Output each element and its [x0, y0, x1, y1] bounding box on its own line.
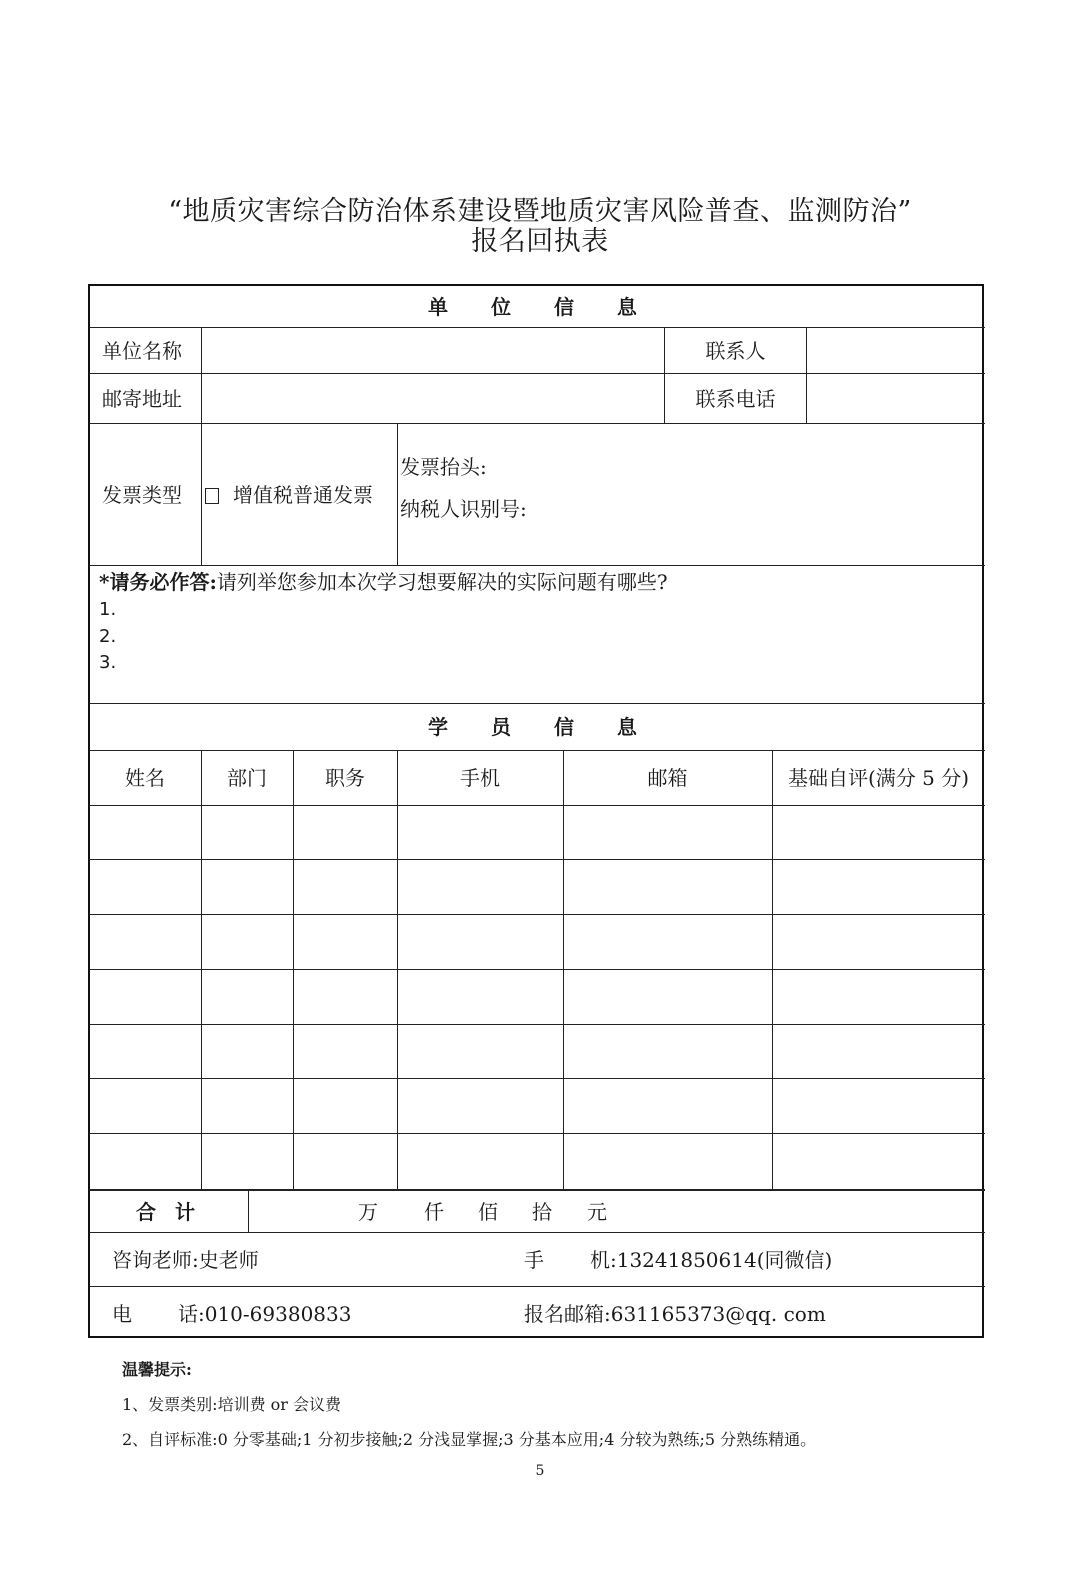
column-header-email: 邮箱	[647, 766, 688, 790]
answer-item-2[interactable]: 2.	[99, 626, 117, 647]
taxpayer-id-label: 纳税人识别号:	[400, 497, 527, 521]
notes-line-2: 2、自评标准:0 分零基础;1 分初步接触;2 分浅显掌握;3 分基本应用;4 分较为熟练;5 分熟练精通。	[122, 1430, 817, 1449]
telephone-number: 话:010-69380833	[178, 1302, 352, 1326]
unit-info-header: 单 位 信 息	[428, 295, 655, 319]
telephone-label: 电	[112, 1302, 132, 1326]
column-header-mobile: 手机	[460, 766, 500, 790]
invoice-option[interactable]	[205, 483, 373, 507]
unit-name-label: 单位名称	[102, 339, 182, 363]
total-unit-qian: 仟	[424, 1200, 444, 1224]
required-question-text: 请列举您参加本次学习想要解决的实际问题有哪些?	[216, 570, 668, 594]
required-question-prefix: *请务必作答:	[99, 570, 217, 594]
registration-email: 报名邮箱:631165373@qq. com	[524, 1302, 826, 1326]
contact-phone-field[interactable]	[815, 387, 975, 411]
mobile-number: 机:13241850614(同微信)	[590, 1248, 833, 1272]
total-unit-yuan: 元	[587, 1200, 607, 1224]
student-info-header: 学 员 信 息	[428, 715, 655, 739]
answer-item-3[interactable]: 3.	[99, 652, 117, 673]
contact-phone-label: 联系电话	[695, 387, 776, 411]
page-number: 5	[535, 1463, 545, 1479]
document-title-line1: “地质灾害综合防治体系建设暨地质灾害风险普查、监测防治”	[168, 196, 912, 227]
notes-line-1: 1、发票类别:培训费 or 会议费	[122, 1395, 342, 1414]
consultant-teacher: 咨询老师:史老师	[112, 1248, 259, 1272]
total-unit-bai: 佰	[478, 1200, 498, 1224]
required-question	[99, 570, 668, 594]
invoice-type-label: 发票类型	[102, 483, 182, 507]
total-label: 合 计	[136, 1200, 201, 1224]
mailing-address-label: 邮寄地址	[102, 387, 182, 411]
answer-item-1[interactable]: 1.	[99, 599, 117, 620]
column-header-department: 部门	[227, 766, 267, 790]
column-header-name: 姓名	[125, 766, 165, 790]
mobile-label: 手	[524, 1248, 544, 1272]
contact-person-label: 联系人	[705, 339, 766, 363]
notes-heading: 温馨提示:	[122, 1360, 192, 1379]
checkbox-icon[interactable]	[205, 488, 219, 504]
column-header-position: 职务	[325, 766, 365, 790]
document-title-line2: 报名回执表	[471, 226, 609, 257]
unit-name-field[interactable]	[212, 339, 657, 363]
invoice-option-label: 增值税普通发票	[233, 483, 373, 507]
registration-form	[88, 284, 984, 1338]
column-header-self-rating: 基础自评(满分 5 分)	[787, 766, 970, 790]
total-unit-wan: 万	[358, 1200, 378, 1224]
total-unit-shi: 拾	[532, 1200, 552, 1224]
invoice-title-label: 发票抬头:	[400, 455, 487, 479]
contact-person-field[interactable]	[815, 339, 975, 363]
mailing-address-field[interactable]	[212, 387, 657, 411]
